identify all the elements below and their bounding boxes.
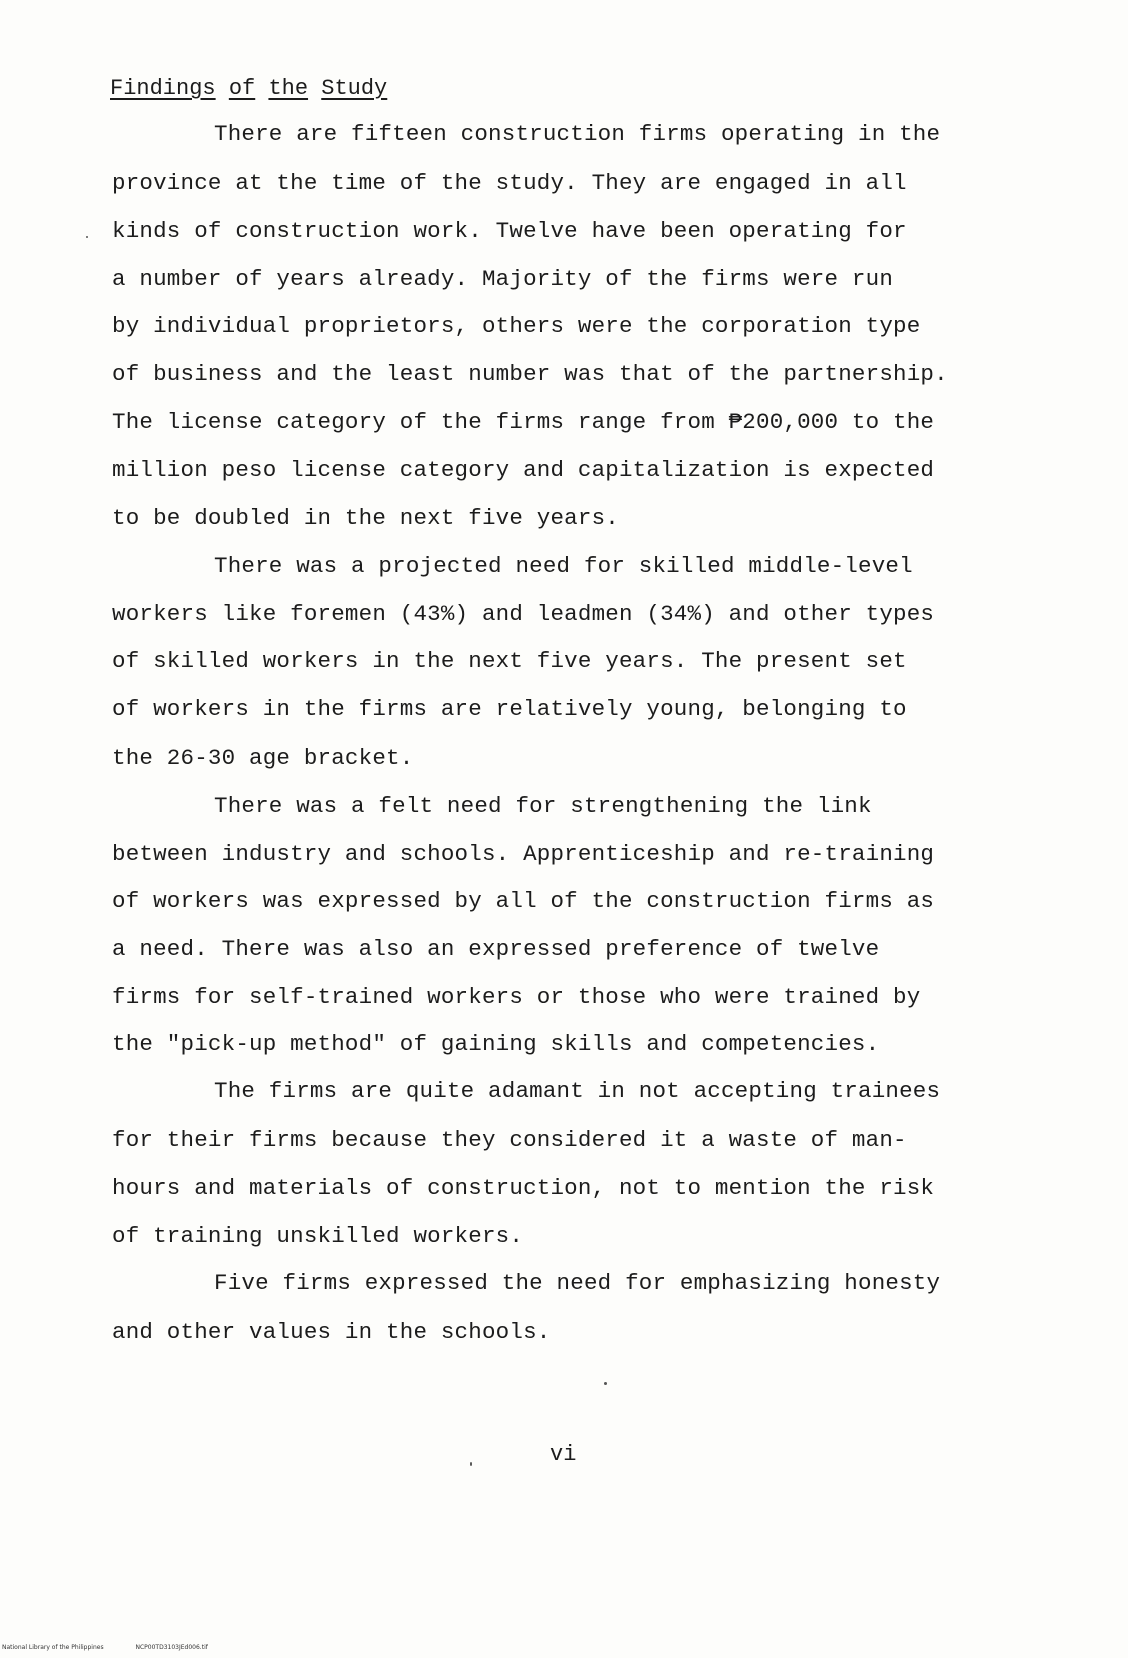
paragraph-1-line-9: to be doubled in the next five years. (112, 505, 619, 531)
paragraph-3-line-3: of workers was expressed by all of the construction firms as (112, 888, 935, 914)
paragraph-4-line-3: hours and materials of construction, not to mention the risk (112, 1175, 935, 1201)
paragraph-1-line-8: million peso license category and capitalization is expected (112, 457, 935, 483)
paragraph-1-line-3: kinds of construction work. Twelve have been operating for (112, 218, 907, 244)
heading-word: Findings (110, 76, 216, 101)
paragraph-2-line-4: of workers in the firms are relatively young, belonging to (112, 696, 907, 722)
heading-word: of (228, 76, 256, 101)
paragraph-2-line-1: There was a projected need for skilled middle-level (214, 553, 913, 579)
paragraph-1-line-7: The license category of the firms range from ₱200,000 to the (112, 409, 935, 435)
paragraph-4-line-2: for their firms because they considered it a waste of man- (112, 1127, 907, 1153)
heading-word: the (268, 76, 309, 101)
paragraph-5-line-1: Five firms expressed the need for emphasizing honesty (214, 1270, 941, 1296)
paragraph-3-line-1: There was a felt need for strengthening the link (214, 793, 872, 819)
paragraph-3-line-2: between industry and schools. Apprenticeship and re-training (112, 841, 935, 867)
footer-library: National Library of the Philippines (2, 1644, 104, 1651)
paragraph-1-line-4: a number of years already. Majority of the firms were run (112, 266, 894, 292)
paragraph-4-line-1: The firms are quite adamant in not accepting trainees (214, 1078, 941, 1104)
paragraph-5-line-2: and other values in the schools. (112, 1319, 551, 1345)
paragraph-2-line-2: workers like foremen (43%) and leadmen (34%) and other types (112, 601, 935, 627)
paragraph-4-line-4: of training unskilled workers. (112, 1223, 524, 1249)
scan-footer (2, 1644, 238, 1652)
page-number: vi (550, 1442, 577, 1467)
scan-speck (470, 1462, 472, 1466)
scan-speck (604, 1382, 607, 1385)
paragraph-1-line-6: of business and the least number was that of the partnership. (112, 361, 948, 387)
scan-speck (86, 236, 88, 238)
paragraph-3-line-6: the "pick-up method" of gaining skills and competencies. (112, 1031, 880, 1057)
section-heading (110, 74, 387, 104)
footer-file-id: NCP00TD3103JEd006.tif (135, 1644, 208, 1651)
paragraph-2-line-5: the 26-30 age bracket. (112, 745, 414, 771)
paragraph-3-line-4: a need. There was also an expressed preference of twelve (112, 936, 880, 962)
paragraph-1-line-1: There are fifteen construction firms operating in the (214, 121, 941, 147)
paragraph-1-line-2: province at the time of the study. They are engaged in all (112, 170, 907, 196)
heading-word: Study (321, 76, 388, 101)
paragraph-3-line-5: firms for self-trained workers or those who were trained by (112, 984, 921, 1010)
paragraph-1-line-5: by individual proprietors, others were the corporation type (112, 313, 921, 339)
paragraph-2-line-3: of skilled workers in the next five years. The present set (112, 648, 907, 674)
